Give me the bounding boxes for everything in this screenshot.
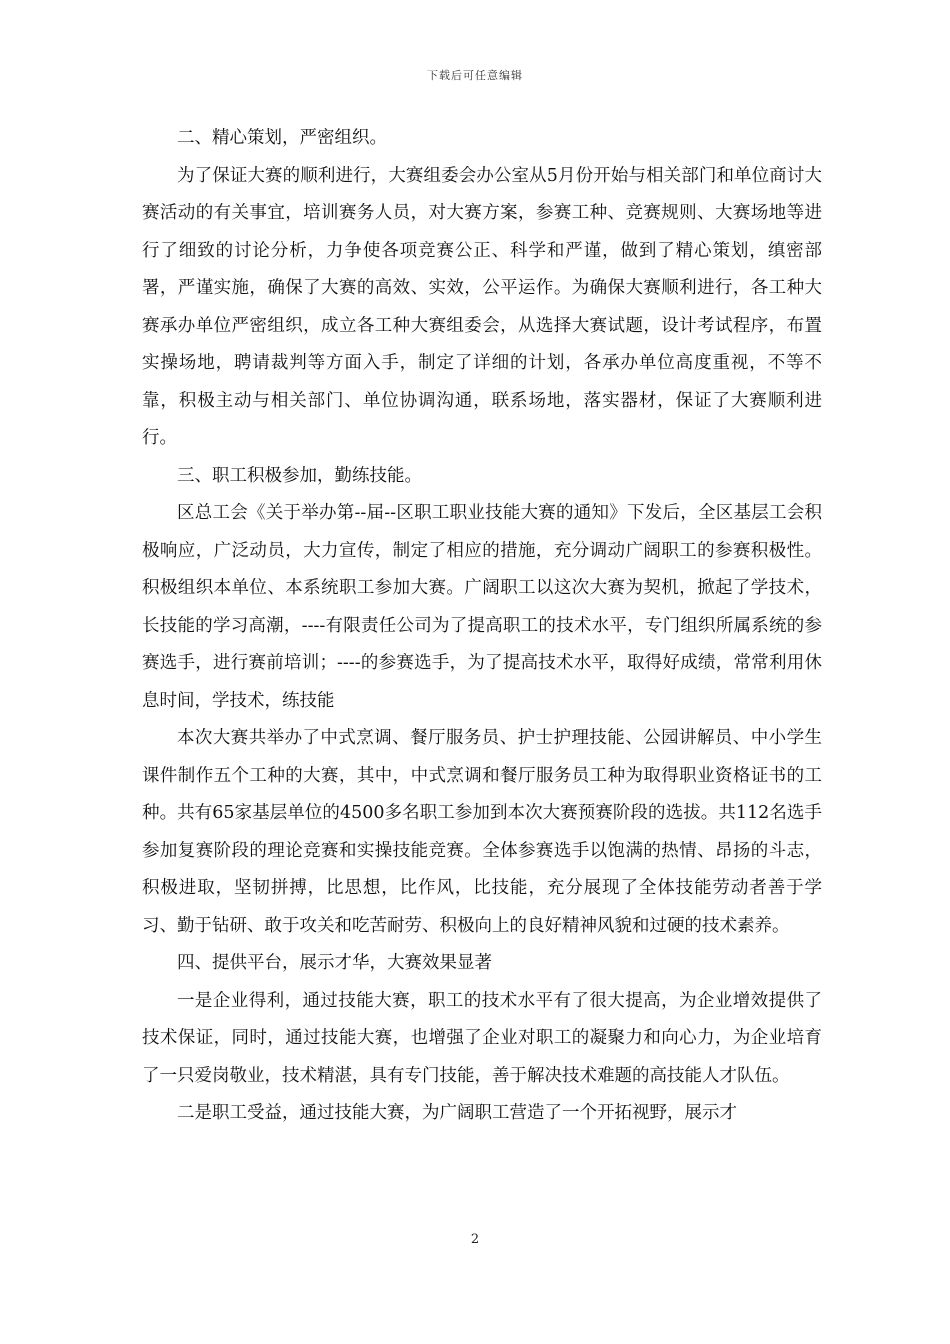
section-heading-3: 三、职工积极参加，勤练技能。	[177, 465, 422, 486]
paragraph: 二是职工受益，通过技能大赛，为广阔职工营造了一个开拓视野，展示才	[177, 1103, 737, 1123]
paragraph: 区总工会《关于举办第--届--区职工职业技能大赛的通知》下发后，全区基层工会积极响应，广泛动员，大力宣传，制定了相应的措施，充分调动广阔职工的参赛积极性。积极组织本单位、本系统职工参加大赛。广阔职工以这次大赛为契机，掀起了学技术，长技能的学习高潮，----有限责任公司为了提高职工的技术水平，专门组织所属系统的参赛选手，进行赛前培训；----的参赛选手，为了提高技术水平，取得好成绩，常常利用休息时间，学技术，练技能	[142, 503, 822, 711]
section-heading-2: 二、精心策划，严密组织。	[177, 128, 387, 148]
paragraph: 本次大赛共举办了中式烹调、餐厅服务员、护士护理技能、公园讲解员、中小学生课件制作五个工种的大赛，其中，中式烹调和餐厅服务员工种为取得职业资格证书的工种。共有65家基层单位的4500多名职工参加到本次大赛预赛阶段的选拔。共112名选手参加复赛阶段的理论竞赛和实操技能竞赛。全体参赛选手以饱满的热情、昂扬的斗志，积极进取，坚韧拼搏，比思想，比作风，比技能，充分展现了全体技能劳动者善于学习、勤于钻研、敢于攻关和吃苦耐劳、积极向上的良好精神风貌和过硬的技术素养。	[142, 728, 822, 936]
paragraph: 为了保证大赛的顺利进行，大赛组委会办公室从5月份开始与相关部门和单位商讨大赛活动的有关事宜，培训赛务人员，对大赛方案，参赛工种、竞赛规则、大赛场地等进行了细致的讨论分析，力争使各项竞赛公正、科学和严谨，做到了精心策划，缜密部署，严谨实施，确保了大赛的高效、实效，公平运作。为确保大赛顺利进行，各工种大赛承办单位严密组织，成立各工种大赛组委会，从选择大赛试题，设计考试程序，布置实操场地，聘请裁判等方面入手，制定了详细的计划，各承办单位高度重视，不等不靠，积极主动与相关部门、单位协调沟通，联系场地，落实器材，保证了大赛顺利进行。	[142, 165, 822, 448]
document-body	[142, 120, 822, 1133]
paragraph: 一是企业得利，通过技能大赛，职工的技术水平有了很大提高，为企业增效提供了技术保证，同时，通过技能大赛，也增强了企业对职工的凝聚力和向心力，为企业培育了一只爱岗敬业，技术精湛，具有专门技能，善于解决技术难题的高技能人才队伍。	[142, 990, 822, 1086]
section-heading-4: 四、提供平台，展示才华，大赛效果显著	[177, 953, 492, 973]
page-number: 2	[470, 1232, 480, 1247]
page-header: 下载后可任意编辑	[427, 69, 523, 82]
